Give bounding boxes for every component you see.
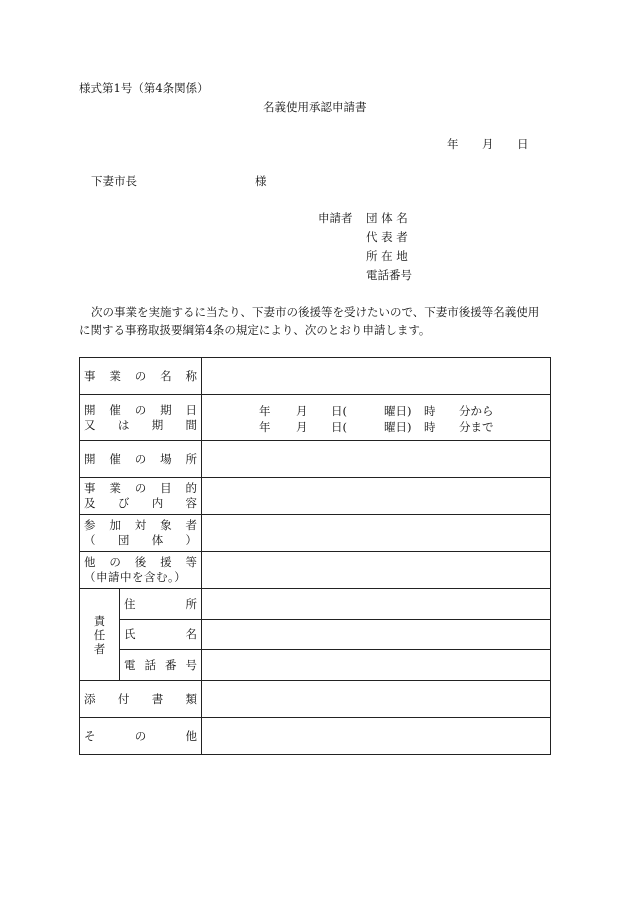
label-responsible (80, 589, 120, 681)
field-purpose[interactable] (202, 478, 551, 515)
to-month: 月 (296, 420, 308, 434)
participants-line2-chars: （ 団 体 ） (84, 533, 198, 547)
label-venue (80, 441, 202, 478)
label-responsible-text: 責 任 者 (93, 613, 106, 656)
label-address (120, 589, 202, 620)
applicant-address: 所 在 地 (366, 249, 408, 263)
to-hour: 時 (424, 420, 436, 434)
field-responsible-address[interactable] (202, 589, 551, 620)
venue-chars: 開 催 の 場 所 (84, 451, 197, 466)
field-responsible-name[interactable] (202, 620, 551, 650)
label-phone (120, 650, 202, 681)
label-purpose (80, 478, 202, 515)
row-responsible-name (80, 620, 551, 650)
period-from (202, 403, 550, 417)
from-minute: 分から (459, 404, 494, 418)
row-event-name (80, 358, 551, 395)
applicant-representative: 代 表 者 (366, 230, 408, 244)
field-venue[interactable] (202, 441, 551, 478)
label-participants-line1 (84, 518, 197, 533)
label-event-name (80, 358, 202, 395)
to-weekday: 曜日) (384, 420, 412, 434)
row-period (80, 395, 551, 441)
to-day: 日( (331, 420, 347, 434)
others-chars: そ の 他 (84, 728, 197, 743)
addressee-name: 下妻市長 (91, 174, 137, 188)
label-name (120, 620, 202, 650)
field-other-support[interactable] (202, 552, 551, 589)
to-year: 年 (259, 420, 271, 434)
label-venue-text (84, 452, 197, 467)
row-other-support (80, 552, 551, 589)
field-responsible-phone[interactable] (202, 650, 551, 681)
field-attachments[interactable] (202, 681, 551, 718)
date-day: 日 (517, 137, 529, 151)
applicant-label: 申請者 (318, 211, 353, 225)
field-participants[interactable] (202, 515, 551, 552)
from-weekday: 曜日) (384, 404, 412, 418)
row-participants (80, 515, 551, 552)
row-venue (80, 441, 551, 478)
label-event-name-text (84, 369, 197, 384)
label-others (80, 718, 202, 755)
document-title: 名義使用承認申請書 (263, 100, 367, 114)
from-day: 日( (331, 404, 347, 418)
field-others[interactable] (202, 718, 551, 755)
period-line1-chars: 開 催 の 期 日 (84, 402, 197, 417)
row-others (80, 718, 551, 755)
label-others-text (84, 729, 197, 744)
label-period-line1 (84, 403, 197, 418)
row-attachments (80, 681, 551, 718)
label-phone-text (124, 658, 197, 673)
addressee-honorific: 様 (255, 174, 267, 188)
participants-line1-chars: 参 加 対 象 者 (84, 518, 197, 532)
label-attachments (80, 681, 202, 718)
label-other-support-line2: （申請中を含む。） (84, 570, 187, 584)
period-line2-chars: 又 は 期 間 (84, 417, 198, 432)
row-purpose (80, 478, 551, 515)
other-support-line1-chars: 他 の 後 援 等 (84, 555, 197, 569)
date-month: 月 (482, 137, 494, 151)
address-chars: 住 所 (124, 596, 197, 611)
period-to (202, 419, 550, 433)
purpose-line2-chars: 及 び 内 容 (84, 496, 198, 510)
label-other-support-line1 (84, 555, 197, 570)
from-hour: 時 (424, 404, 436, 418)
label-period-line2 (84, 418, 197, 433)
date-year: 年 (447, 137, 459, 151)
label-other-support (80, 552, 202, 589)
applicant-group-name: 団 体 名 (366, 211, 408, 225)
form-number: 様式第1号（第4条関係） (79, 81, 209, 95)
label-purpose-line1 (84, 481, 197, 496)
row-responsible-phone (80, 650, 551, 681)
from-month: 月 (296, 404, 308, 418)
label-participants (80, 515, 202, 552)
field-event-name[interactable] (202, 358, 551, 395)
to-minute: 分まで (459, 420, 494, 434)
body-text-line2: に関する事務取扱要綱第4条の規定により、次のとおり申請します。 (79, 323, 431, 337)
name-chars: 氏 名 (124, 627, 197, 641)
event-name-chars: 事 業 の 名 称 (84, 368, 197, 383)
applicant-phone: 電話番号 (366, 268, 412, 282)
purpose-line1-chars: 事 業 の 目 的 (84, 481, 197, 495)
row-responsible-address (80, 589, 551, 620)
label-period (80, 395, 202, 441)
label-purpose-line2 (84, 496, 197, 511)
period-values (202, 395, 550, 440)
label-attachments-text (84, 692, 197, 707)
phone-chars: 電 話 番 号 (124, 657, 197, 672)
label-address-text (124, 597, 197, 612)
body-text-line1: 次の事業を実施するに当たり、下妻市の後援等を受けたいので、下妻市後援等名義使用 (91, 305, 540, 319)
from-year: 年 (259, 404, 271, 418)
application-table (79, 357, 551, 755)
label-name-text (124, 627, 197, 642)
field-period[interactable] (202, 395, 551, 441)
attachments-chars: 添 付 書 類 (84, 691, 198, 706)
label-participants-line2 (84, 533, 197, 548)
